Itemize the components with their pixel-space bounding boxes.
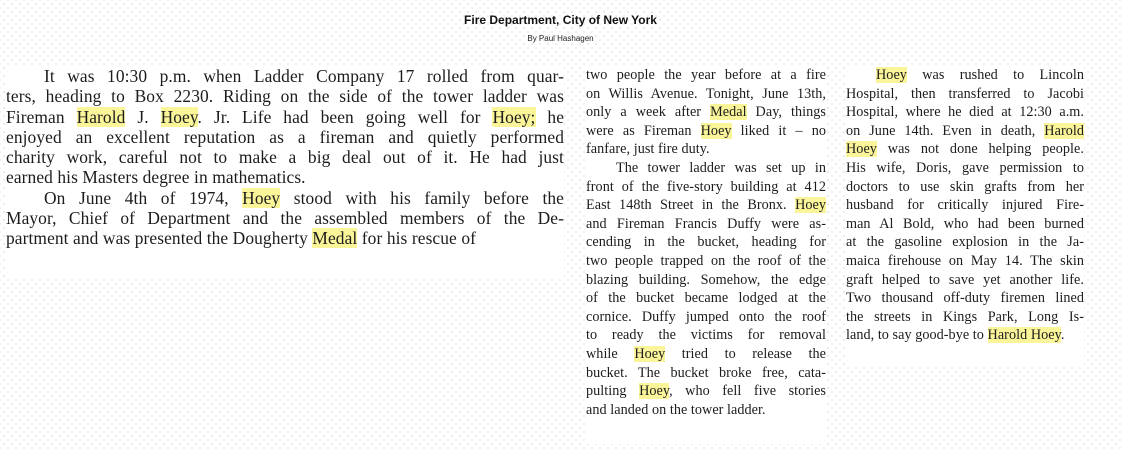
text-line [846, 215, 1084, 234]
text-line [586, 159, 826, 178]
text-run: blazing building. Somehow, the edge [586, 271, 826, 288]
text-line [6, 107, 564, 127]
text-run: and landed on the tower ladder. [586, 401, 766, 418]
text-run: The tower ladder was set up in [616, 159, 826, 176]
article-column-3 [846, 66, 1084, 366]
highlighted-term: Hoey; [492, 106, 536, 127]
text-line [586, 140, 826, 159]
text-line [6, 188, 564, 208]
text-run: stood with his family before the [280, 187, 564, 208]
highlighted-term: Medal [710, 104, 747, 121]
text-line [6, 147, 564, 167]
text-run: pulting [586, 383, 640, 400]
text-run: graft helped to save yet another life. [846, 271, 1084, 288]
text-run: . [1060, 327, 1065, 344]
text-line [586, 308, 826, 327]
highlighted-term: Hoey [242, 187, 281, 208]
text-run: was not done helping people. [876, 141, 1084, 158]
text-line [586, 196, 826, 215]
highlighted-term: Harold [76, 106, 126, 127]
text-line [586, 401, 826, 420]
text-line [586, 122, 826, 141]
text-run: Fireman [6, 106, 77, 127]
text-line [586, 66, 826, 85]
text-run: Mayor, Chief of Department and the assembled members of the De- [6, 208, 564, 229]
text-line [586, 215, 826, 234]
text-run: maica firehouse on May 14. The skin [846, 252, 1084, 269]
highlighted-term: Harold Hoey [987, 327, 1061, 344]
text-run: and Fireman Francis Duffy were as- [586, 215, 826, 232]
text-run: , who fell five stories [669, 383, 826, 400]
text-run: doctors to use skin grafts from her [846, 178, 1084, 195]
text-run: on June 14th. Even in death, [846, 122, 1045, 139]
text-line [586, 252, 826, 271]
text-line [846, 122, 1084, 141]
text-run: liked it – no [731, 122, 826, 139]
text-run: cending in the bucket, heading for [586, 234, 826, 251]
article-column-2 [586, 66, 826, 444]
text-run: J. [125, 106, 161, 127]
text-run: cornice. Duffy jumped onto the roof [586, 308, 826, 325]
text-run: Two thousand off-duty firemen lined [846, 290, 1084, 307]
text-line [586, 289, 826, 308]
text-line [846, 85, 1084, 104]
highlighted-term: Hoey [639, 383, 670, 400]
article-column-1 [6, 66, 564, 278]
text-run: tried to release the [665, 345, 826, 362]
text-line [846, 196, 1084, 215]
text-run: His wife, Doris, gave permission to [846, 159, 1084, 176]
text-run: man Al Bold, who had been burned [846, 215, 1084, 232]
text-run: of the bucket became lodged at the [586, 290, 826, 307]
text-run: husband for critically injured Fire- [846, 197, 1084, 214]
text-line [6, 208, 564, 228]
text-run: Day, things [746, 104, 826, 121]
text-line [586, 382, 826, 401]
text-run: two people the year before at a fire [586, 67, 826, 83]
text-run: on Willis Avenue. Tonight, June 13th, [586, 85, 826, 102]
text-line [586, 233, 826, 252]
text-run: charity work, careful not to make a big deal out of it. He had just [6, 147, 564, 168]
text-run: for his rescue of [357, 228, 477, 249]
text-run: were as Fireman [586, 122, 701, 139]
text-run: to ready the victims for removal [586, 327, 826, 344]
byline: By Paul Hashagen [527, 34, 594, 43]
text-run: Hospital, then transferred to Jacobi [846, 85, 1084, 102]
text-line [846, 140, 1084, 159]
text-line [586, 178, 826, 197]
text-run: partment and was presented the Dougherty [6, 228, 313, 249]
highlighted-term: Hoey [846, 141, 877, 158]
text-run: bucket. The bucket broke free, cata- [586, 364, 826, 381]
text-line [846, 103, 1084, 122]
text-run: ters, heading to Box 2230. Riding on the side of the tower ladder was [6, 86, 564, 107]
text-line [586, 345, 826, 364]
text-line [586, 85, 826, 104]
text-line [6, 127, 564, 147]
text-run: the streets in Kings Park, Long Is- [846, 308, 1084, 325]
text-line [846, 271, 1084, 290]
highlighted-term: Medal [312, 228, 358, 249]
text-line [846, 326, 1084, 345]
text-run: East 148th Street in the Bronx. [586, 197, 796, 214]
text-line [846, 66, 1084, 85]
text-line [846, 289, 1084, 308]
highlighted-term: Hoey [700, 122, 732, 139]
text-run: On June 4th of 1974, [44, 187, 243, 208]
text-line [846, 159, 1084, 178]
text-line [586, 364, 826, 383]
text-run: It was 10:30 p.m. when Ladder Company 17 rolled from quar- [44, 66, 564, 86]
text-line [846, 308, 1084, 327]
text-line [6, 167, 564, 187]
text-run: only a week after [586, 104, 711, 121]
highlighted-term: Hoey [160, 106, 198, 127]
text-line [846, 178, 1084, 197]
highlighted-term: Hoey [876, 67, 907, 83]
highlighted-term: Harold [1044, 122, 1084, 139]
text-line [586, 326, 826, 345]
highlighted-term: Hoey [634, 345, 666, 362]
text-run: two people trapped on the roof of the [586, 252, 826, 269]
text-run: while [586, 345, 635, 362]
text-line [846, 252, 1084, 271]
text-run: fanfare, just fire duty. [586, 141, 710, 158]
text-run: earned his Masters degree in mathematics. [6, 167, 306, 188]
text-line [6, 86, 564, 106]
text-run: he [535, 106, 564, 127]
text-run: at the gasoline explosion in the Ja- [846, 234, 1084, 251]
highlighted-term: Hoey [795, 197, 826, 214]
text-line [586, 271, 826, 290]
text-line [586, 103, 826, 122]
text-line [6, 228, 564, 248]
text-run: enjoyed an excellent reputation as a fireman and quietly performed [6, 126, 564, 147]
text-run: front of the five-story building at 412 [586, 178, 826, 195]
page-title: Fire Department, City of New York [464, 13, 657, 27]
text-run: . Jr. Life had been going well for [197, 106, 493, 127]
text-run: land, to say good-bye to [846, 327, 988, 344]
text-run: Hospital, where he died at 12:30 a.m. [846, 104, 1084, 121]
text-run: was rushed to Lincoln [906, 67, 1084, 83]
text-line [846, 233, 1084, 252]
text-line [6, 66, 564, 86]
